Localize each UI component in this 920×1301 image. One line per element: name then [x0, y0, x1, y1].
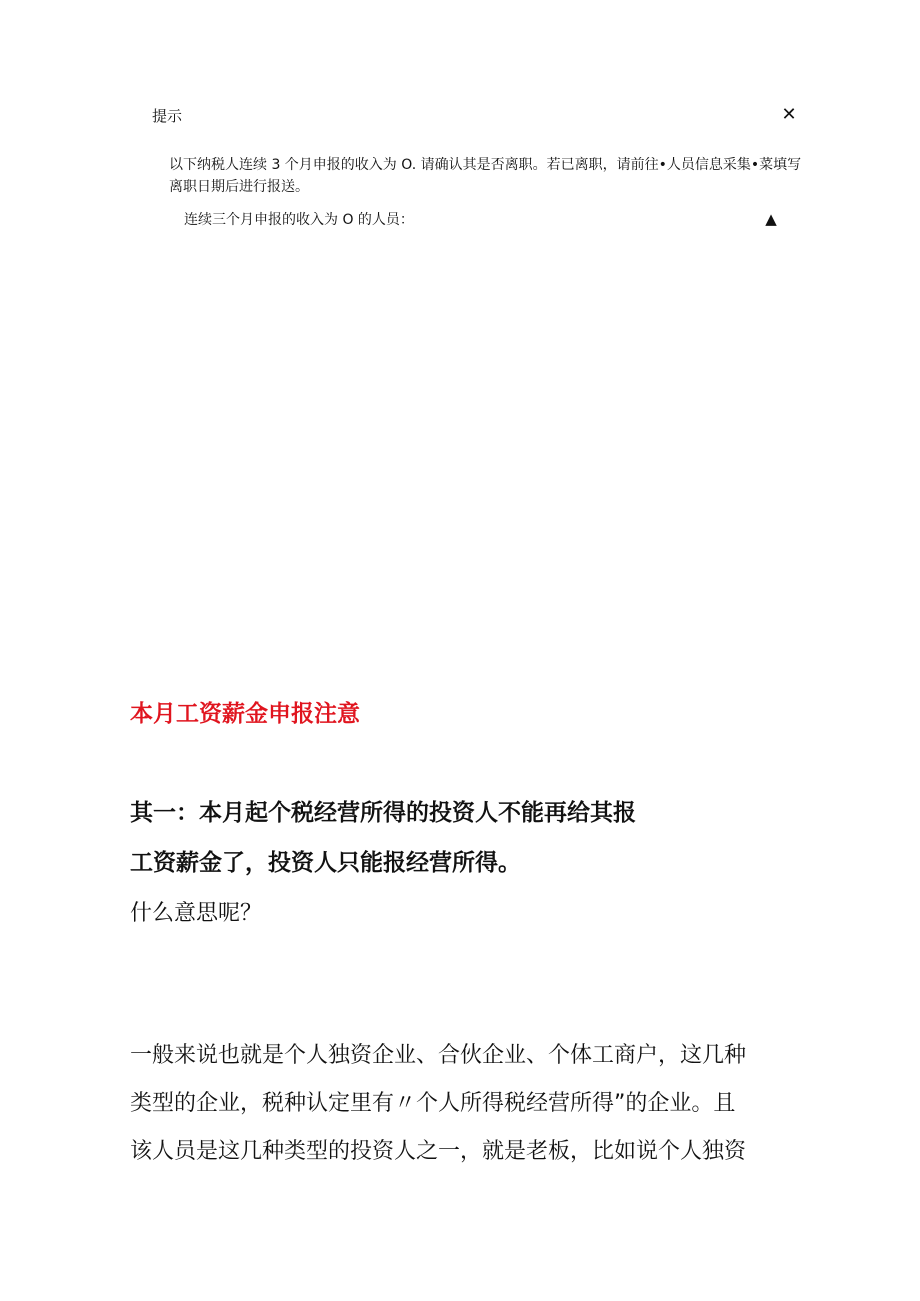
point-line: 其一：本月起个税经营所得的投资人不能再给其报 [130, 800, 636, 826]
dialog-title: 提示 [152, 107, 183, 125]
question-text: 什么意思呢？ [130, 901, 263, 926]
dialog-message-line: 以下纳税人连续 3 个月申报的收入为 O. 请确认其是否离职。若已离职，请前往•人员信息采集•菜填写 [169, 157, 802, 173]
paragraph-line: 类型的企业，税种认定里有〃个人所得税经营所得”的企业。且 [130, 1091, 736, 1116]
dialog-message [169, 154, 829, 198]
dialog-message-line: 离职日期后进行报送。 [169, 179, 309, 195]
triangle-up-icon[interactable]: ▲ [765, 210, 777, 228]
zero-income-list-label: 连续三个月申报的收入为 O 的人员： [184, 212, 414, 228]
paragraph-line: 该人员是这几种类型的投资人之一，就是老板，比如说个人独资 [130, 1139, 747, 1164]
paragraph-line: 一般来说也就是个人独资企业、合伙企业、个体工商户，这几种 [130, 1043, 747, 1068]
close-icon[interactable]: ✕ [781, 104, 797, 125]
section-heading: 本月工资薪金申报注意 [130, 701, 360, 727]
point-line: 工资薪金了，投资人只能报经营所得。 [130, 850, 521, 876]
